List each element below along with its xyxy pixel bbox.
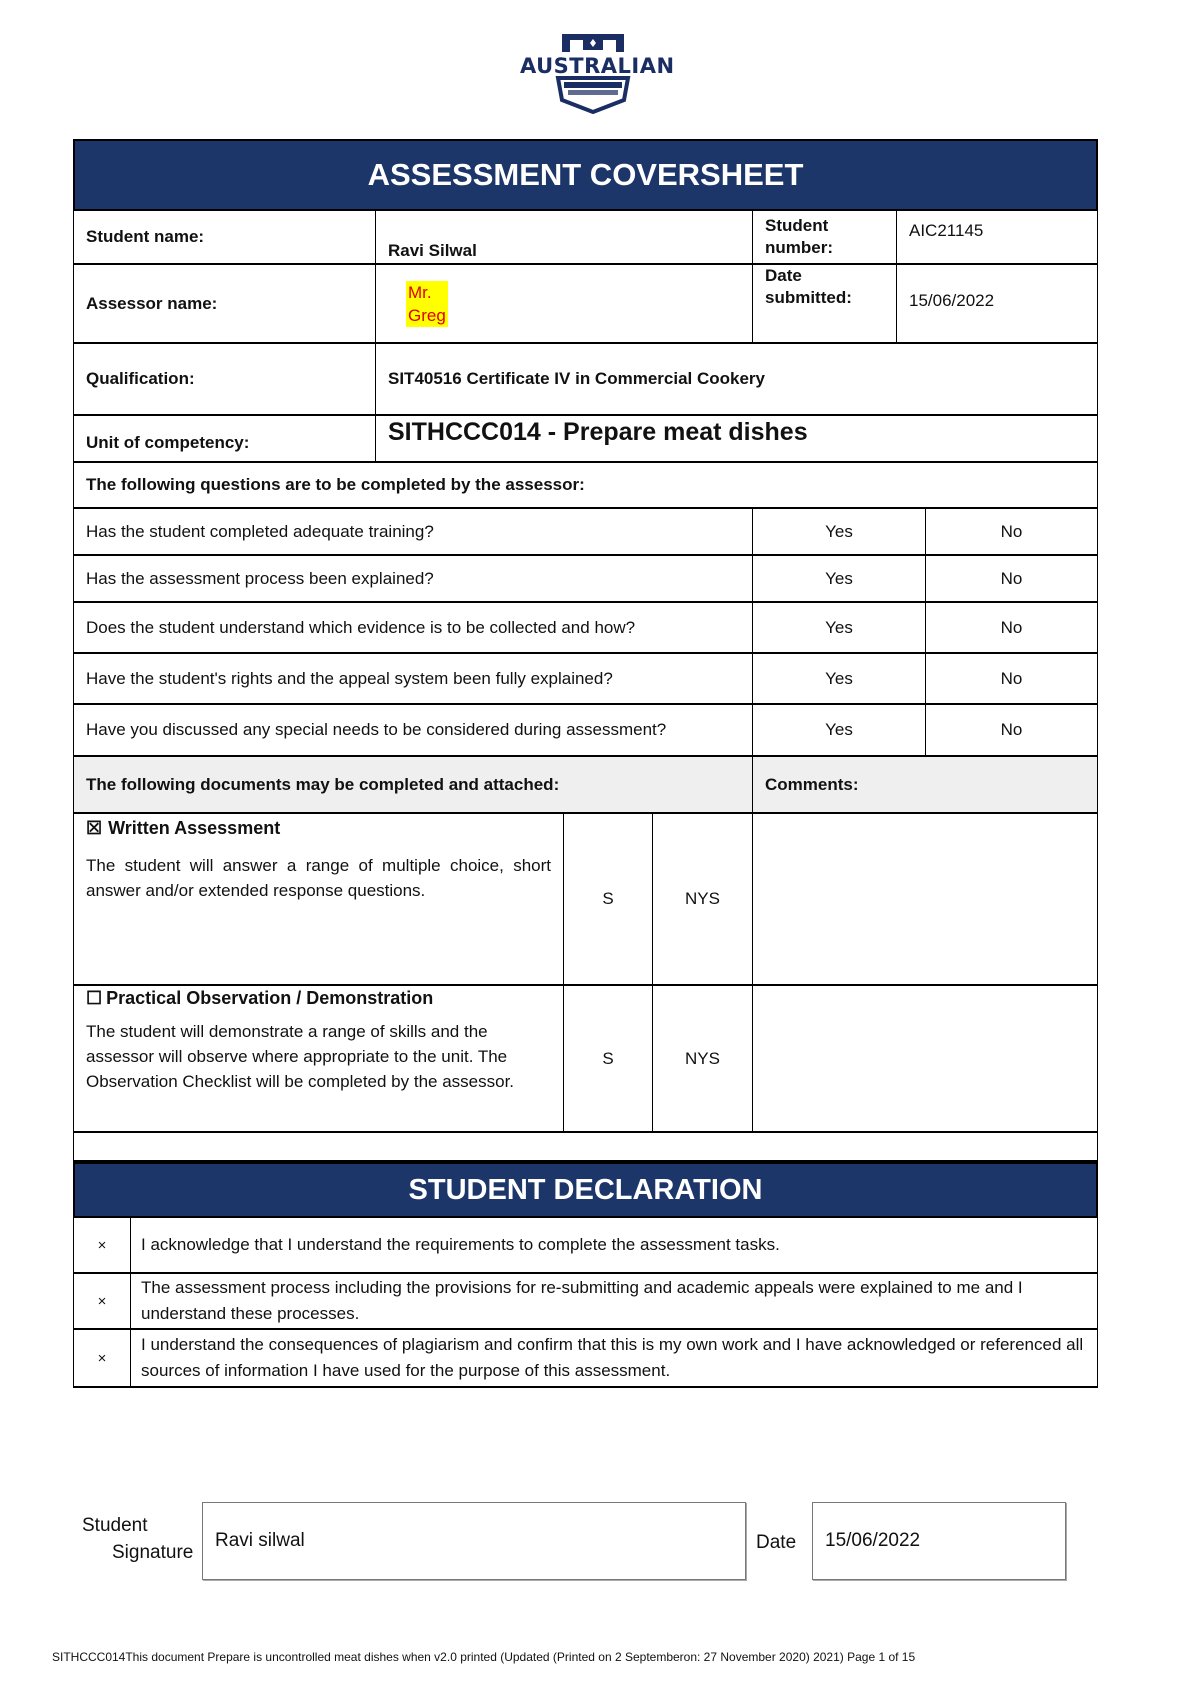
- signature-label: [82, 1512, 193, 1566]
- yes-option[interactable]: Yes: [753, 603, 926, 652]
- question-row: [73, 705, 1098, 757]
- document-title: Practical Observation / Demonstration: [106, 988, 434, 1008]
- question-text: Does the student understand which evidence is to be collected and how?: [74, 603, 753, 652]
- document-description-cell: [74, 814, 564, 984]
- question-row: [73, 603, 1098, 654]
- no-option[interactable]: No: [1000, 568, 1023, 588]
- not-yet-satisfactory-option[interactable]: NYS: [653, 814, 753, 984]
- student-number-label: Student number:: [753, 211, 897, 263]
- question-text: Has the assessment process been explained?: [74, 556, 753, 601]
- student-row: [73, 211, 1098, 265]
- coversheet-title: ASSESSMENT COVERSHEET: [73, 139, 1098, 211]
- signature-date-label: Date: [756, 1532, 797, 1553]
- assessor-name-value: [376, 265, 753, 342]
- document-item-practical: [73, 986, 1098, 1133]
- assessor-name-label: Assessor name:: [74, 265, 376, 342]
- yes-option[interactable]: Yes: [753, 556, 926, 601]
- qualification-row: [73, 344, 1098, 416]
- document-title-line: [86, 818, 551, 839]
- qualification-label: Qualification:: [74, 344, 376, 414]
- student-name-value: Ravi Silwal: [376, 211, 753, 263]
- checked-checkbox-icon[interactable]: ☒: [86, 818, 103, 838]
- college-logo: [520, 30, 675, 114]
- document-description: The student will demonstrate a range of skills and the assessor will observe where appropriate to the unit. The Observation Checklist will be completed by the assessor.: [86, 1022, 515, 1091]
- yes-option[interactable]: Yes: [753, 654, 926, 703]
- declaration-mark[interactable]: ×: [74, 1274, 131, 1328]
- documents-header: [73, 757, 1098, 814]
- no-option[interactable]: No: [1000, 521, 1023, 541]
- declaration-mark[interactable]: ×: [74, 1218, 131, 1272]
- declaration-title: STUDENT DECLARATION: [73, 1162, 1098, 1218]
- not-yet-satisfactory-option[interactable]: NYS: [653, 986, 753, 1131]
- question-text: Has the student completed adequate training?: [74, 509, 753, 554]
- declaration-item: [73, 1274, 1098, 1330]
- signature-date-field[interactable]: 15/06/2022: [812, 1502, 1066, 1580]
- assessor-name-line1: Mr.: [408, 282, 432, 302]
- comments-field[interactable]: [753, 986, 1097, 1131]
- no-option[interactable]: No: [1000, 617, 1023, 637]
- spacer-row: [73, 1133, 1098, 1162]
- yes-option[interactable]: Yes: [753, 509, 926, 554]
- unit-value: SITHCCC014 - Prepare meat dishes: [388, 418, 808, 446]
- student-name-label: Student name:: [74, 211, 376, 263]
- document-description-cell: [74, 986, 564, 1131]
- no-option[interactable]: No: [1000, 720, 1023, 739]
- signature-field[interactable]: Ravi silwal: [202, 1502, 746, 1580]
- satisfactory-option[interactable]: S: [564, 814, 653, 984]
- document-title: Written Assessment: [108, 818, 281, 838]
- date-submitted-label: Date submitted:: [753, 265, 897, 342]
- signature-label-line1: Student: [82, 1515, 148, 1536]
- question-text: Have you discussed any special needs to be considered during assessment?: [74, 705, 753, 755]
- assessor-row: [73, 265, 1098, 344]
- document-item-written: [73, 814, 1098, 986]
- yes-option[interactable]: Yes: [753, 705, 926, 755]
- declaration-text: The assessment process including the provisions for re-submitting and academic appeals were explained to me and I understand these processes.: [141, 1278, 1023, 1323]
- logo-text: AUSTRALIAN: [520, 54, 675, 78]
- unchecked-checkbox-icon[interactable]: ☐: [86, 988, 103, 1008]
- assessor-questions-heading: The following questions are to be completed by the assessor:: [86, 475, 585, 494]
- comments-field[interactable]: [753, 814, 1097, 984]
- date-submitted-value: 15/06/2022: [909, 291, 995, 310]
- assessor-name-highlight: [406, 281, 448, 327]
- qualification-value: SIT40516 Certificate IV in Commercial Cookery: [388, 369, 765, 388]
- question-row: [73, 654, 1098, 705]
- document-title-line: [86, 988, 551, 1009]
- question-row: [73, 509, 1098, 556]
- declaration-text: I understand the consequences of plagiarism and confirm that this is my own work and I have acknowledged or referenced all sources of information I have used for the purpose of this assessment.: [141, 1335, 1084, 1380]
- coversheet-table: [73, 139, 1098, 1388]
- question-text: Have the student's rights and the appeal system been fully explained?: [74, 654, 753, 703]
- unit-row: [73, 416, 1098, 463]
- satisfactory-option[interactable]: S: [564, 986, 653, 1131]
- signature-label-line2: Signature: [112, 1542, 194, 1563]
- declaration-mark[interactable]: ×: [74, 1330, 131, 1386]
- documents-heading: The following documents may be completed and attached:: [74, 757, 753, 812]
- declaration-item: [73, 1218, 1098, 1274]
- no-option[interactable]: No: [1000, 668, 1023, 688]
- declaration-text: I acknowledge that I understand the requirements to complete the assessment tasks.: [141, 1235, 780, 1254]
- question-row: [73, 556, 1098, 603]
- student-number-value: AIC21145: [909, 221, 984, 240]
- assessor-name-line2: Greg: [408, 305, 446, 325]
- declaration-item: [73, 1330, 1098, 1388]
- page-footer: SITHCCC014This document Prepare is uncontrolled meat dishes when v2.0 printed (Updated (Printed on 2 Septemberon: 27 November 2020) 2021) Page 1 of 15: [52, 1650, 916, 1664]
- document-description: The student will answer a range of multiple choice, short answer and/or extended response questions.: [86, 856, 551, 900]
- comments-label: Comments:: [765, 774, 859, 794]
- unit-label: Unit of competency:: [74, 416, 376, 461]
- assessor-questions-header: [73, 463, 1098, 509]
